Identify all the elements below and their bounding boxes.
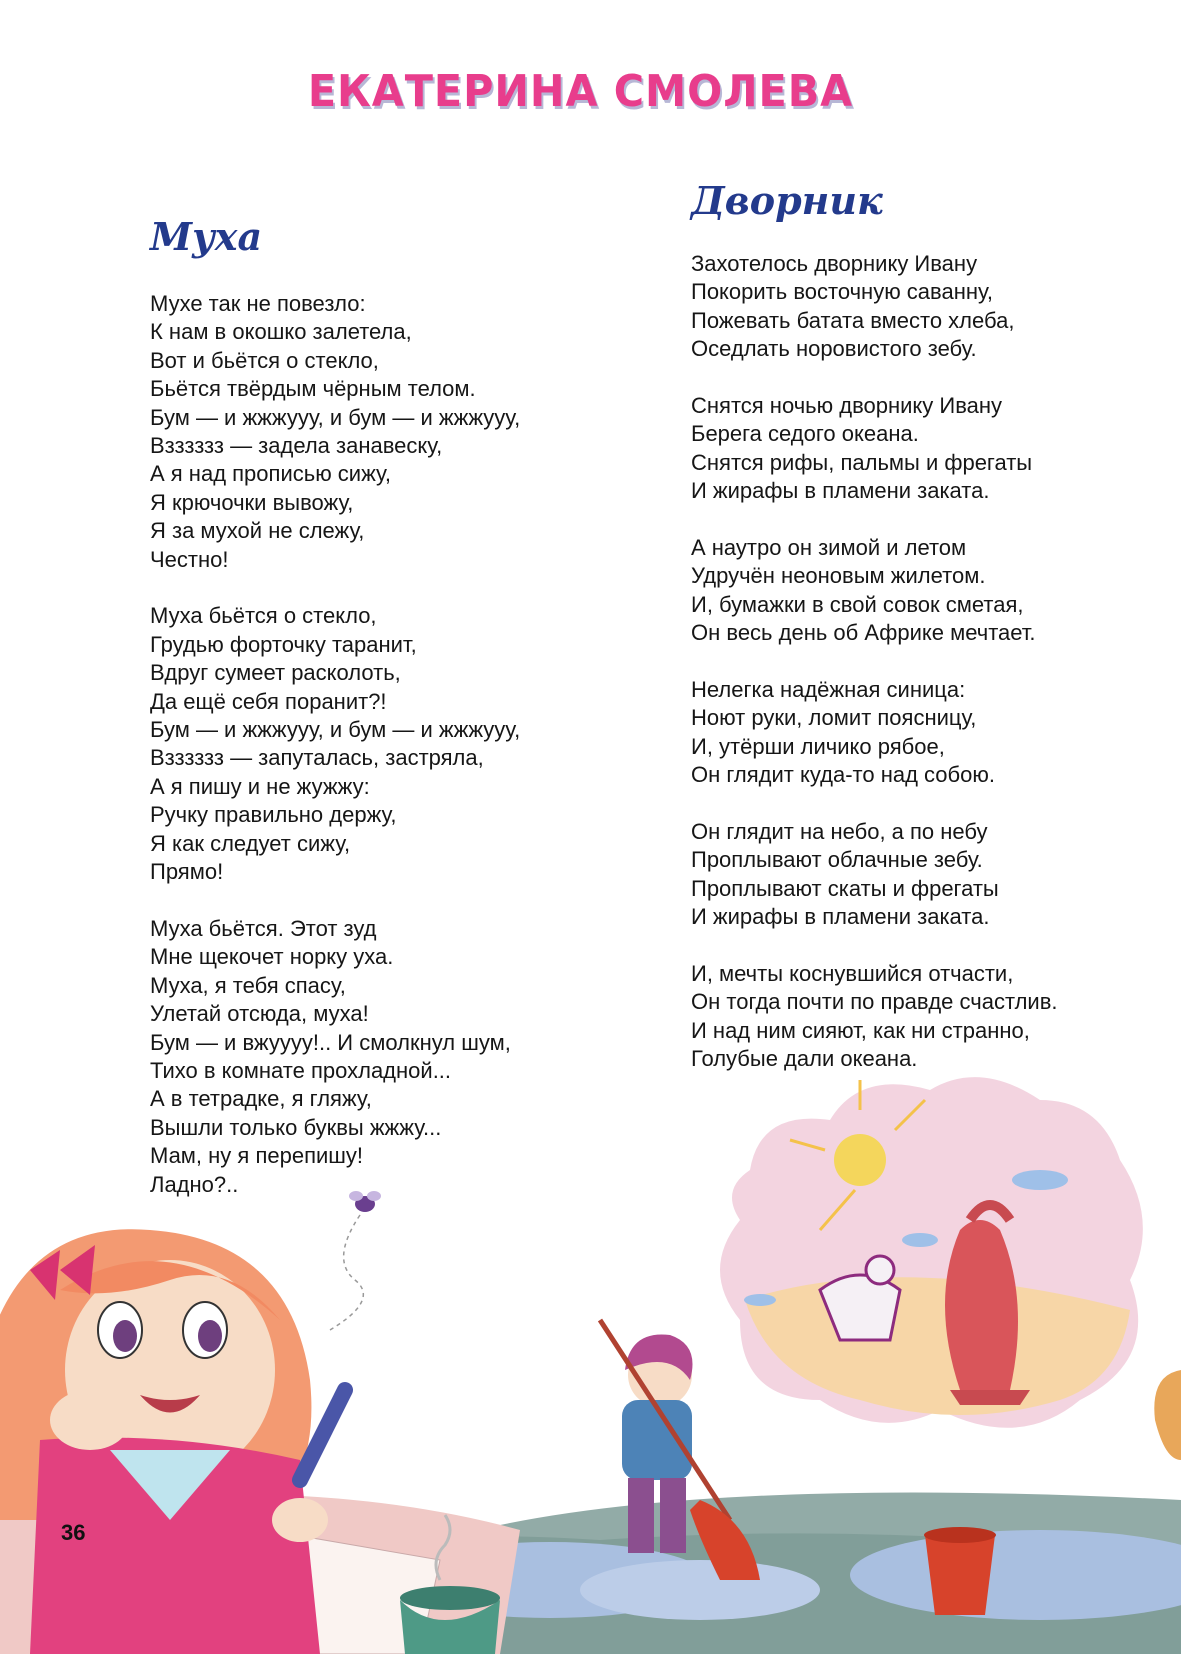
poem-line: Снятся ночью дворнику Ивану	[691, 393, 1003, 419]
poem-title-mukha: Муха	[150, 214, 263, 259]
poem-line: Честно!	[150, 546, 229, 572]
poem-line: Прямо!	[150, 859, 224, 885]
poem-line: Берега седого океана.	[691, 421, 919, 447]
poem-line: Проплывают облачные зебу.	[691, 847, 983, 873]
poem-line: Удручён неоновым жилетом.	[691, 563, 986, 589]
page-number: 36	[61, 1520, 86, 1545]
stanza	[691, 534, 1058, 648]
dream-bubble-illustration	[720, 1077, 1143, 1428]
poem-line: Вышли только буквы жжжу...	[150, 1114, 442, 1140]
poem-line: Проплывают скаты и фрегаты	[691, 875, 999, 901]
poem-line: Он глядит на небо, а по небу	[691, 819, 988, 845]
poem-line: Захотелось дворнику Ивану	[691, 251, 978, 276]
poem-line: Муха бьётся о стекло,	[150, 603, 377, 629]
poem-line: К нам в окошко залетела,	[150, 319, 412, 345]
poem-line: Ручку правильно держу,	[150, 802, 397, 828]
poem-line: А я пишу и не жужжу:	[150, 773, 370, 799]
poem-mukha-text	[150, 290, 520, 1199]
poem-line: Улетай отсюда, муха!	[150, 1001, 369, 1027]
poem-line: Да ещё себя поранит?!	[150, 688, 387, 714]
stanza	[150, 602, 520, 886]
stanza	[691, 818, 1058, 932]
poem-line: Муха, я тебя спасу,	[150, 972, 346, 998]
poem-line: Взззззз — запуталась, застряла,	[150, 745, 484, 771]
stanza	[691, 392, 1058, 506]
cloud-bush	[580, 1560, 820, 1620]
poem-line: Бум — и вжуууу!.. И смолкнул шум,	[150, 1029, 511, 1055]
author-name: ЕКАТЕРИНА СМОЛЕВА	[307, 66, 854, 117]
poem-line: И, бумажки в свой совок сметая,	[691, 591, 1024, 617]
poem-line: Пожевать батата вместо хлеба,	[691, 307, 1015, 333]
poem-line: И жирафы в пламени заката.	[691, 904, 990, 930]
poem-line: Муха бьётся. Этот зуд	[150, 915, 377, 941]
poem-title-dvornik: Дворник	[691, 178, 883, 223]
stanza	[691, 250, 1058, 364]
poem-line: Покорить восточную саванну,	[691, 279, 993, 305]
poem-line: А я над прописью сижу,	[150, 461, 391, 487]
poem-line: Голубые дали океана.	[691, 1046, 918, 1072]
girl-illustration	[0, 1229, 345, 1654]
poem-line: И, мечты коснувшийся отчасти,	[691, 961, 1014, 987]
poem-line: Бум — и жжжууу, и бум — и жжжууу,	[150, 404, 521, 430]
poem-line: Он тогда почти по правде счастлив.	[691, 989, 1058, 1015]
stanza	[150, 290, 520, 574]
poem-line: Я крючочки вывожу,	[150, 489, 354, 515]
stanza	[150, 915, 520, 1199]
poem-line: Мне щекочет норку уха.	[150, 944, 394, 970]
poem-line: Тихо в комнате прохладной...	[150, 1057, 452, 1083]
poem-line: Ноют руки, ломит поясницу,	[691, 705, 977, 731]
poem-line: Вот и бьётся о стекло,	[150, 347, 379, 373]
poem-line: Бум — и жжжууу, и бум — и жжжууу,	[150, 717, 521, 743]
poem-line: Я за мухой не слежу,	[150, 518, 365, 544]
stanza	[691, 960, 1058, 1074]
poem-line: Оседлать норовистого зебу.	[691, 336, 977, 362]
poem-line: А в тетрадке, я гляжу,	[150, 1086, 372, 1112]
poem-line: Снятся рифы, пальмы и фрегаты	[691, 449, 1033, 475]
poem-line: И, утёрши личико рябое,	[691, 733, 945, 759]
poem-line: Он глядит куда-то над собою.	[691, 762, 995, 788]
poem-line: Нелегка надёжная синица:	[691, 677, 966, 703]
poem-line: Мухе так не повезло:	[150, 291, 366, 316]
poem-line: Бьётся твёрдым чёрным телом.	[150, 376, 476, 402]
poem-line: И жирафы в пламени заката.	[691, 478, 990, 504]
poem-line: И над ним сияют, как ни странно,	[691, 1017, 1030, 1043]
poem-line: Ладно?..	[150, 1171, 239, 1197]
poem-line: Взззззз — задела занавеску,	[150, 433, 443, 459]
poem-line: Он весь день об Африке мечтает.	[691, 620, 1036, 646]
right-edge-fruit	[1154, 1370, 1181, 1460]
poem-line: А наутро он зимой и летом	[691, 535, 967, 561]
poem-dvornik-text	[691, 250, 1058, 1074]
poem-line: Вдруг сумеет расколоть,	[150, 660, 401, 686]
bucket-illustration	[924, 1527, 996, 1615]
poem-line: Грудью форточку таранит,	[150, 631, 417, 657]
stanza	[691, 676, 1058, 790]
fly-illustration	[330, 1191, 381, 1330]
poem-line: Я как следует сижу,	[150, 830, 351, 856]
poem-line: Мам, ну я перепишу!	[150, 1143, 364, 1169]
